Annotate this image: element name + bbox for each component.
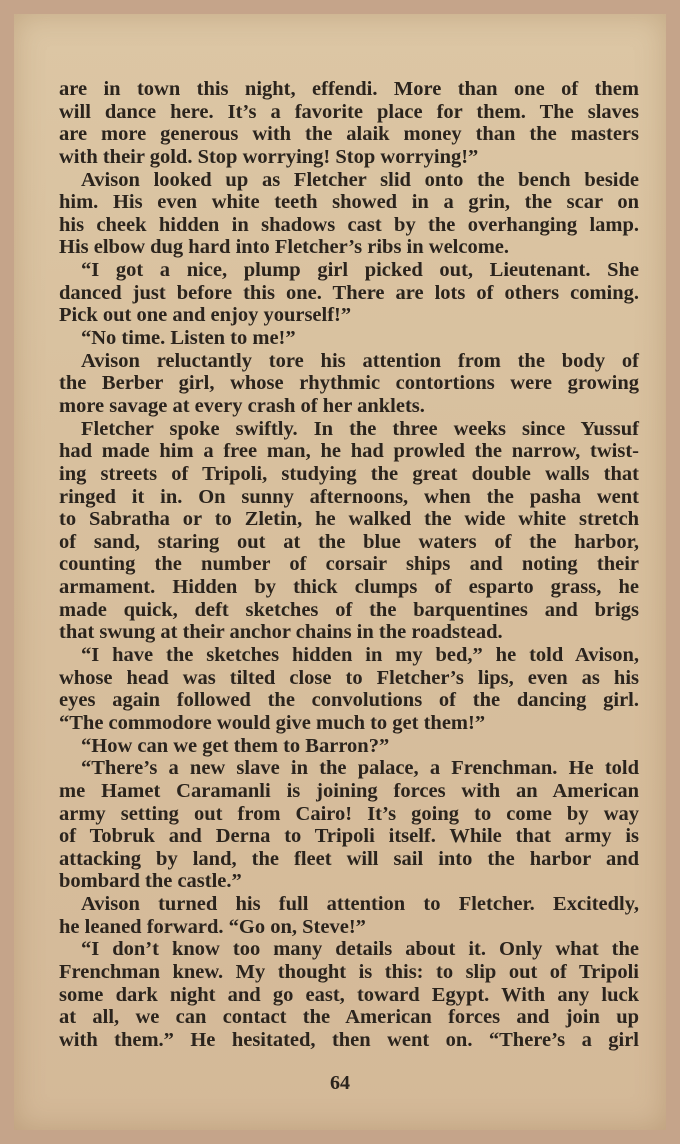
text-line: Avison reluctantly tore his attention from the body of — [81, 349, 639, 372]
text-line: are more generous with the alaik money than the masters — [59, 123, 639, 146]
text-line: him. His even white teeth showed in a grin, the scar on — [59, 191, 639, 214]
text-line: made quick, deft sketches of the barquentines and brigs — [59, 598, 639, 621]
text-line: to Sabratha or to Zletin, he walked the wide white stretch — [59, 508, 639, 531]
page-number: 64 — [330, 1072, 350, 1094]
text-line: some dark night and go east, toward Egypt. With any luck — [59, 983, 639, 1006]
text-line: of Tobruk and Derna to Tripoli itself. While that army is — [59, 825, 639, 848]
text-line: with them.” He hesitated, then went on. “There’s a girl — [59, 1028, 639, 1051]
text-line: ringed it in. On sunny afternoons, when the pasha went — [59, 485, 639, 508]
text-line: “I have the sketches hidden in my bed,” he told Avison, — [81, 644, 639, 667]
text-line: his cheek hidden in shadows cast by the overhanging lamp. — [59, 213, 639, 236]
text-line: counting the number of corsair ships and noting their — [59, 553, 639, 576]
text-line: with their gold. Stop worrying! Stop worrying!” — [59, 145, 479, 168]
book-page — [14, 14, 666, 1130]
text-line: that swung at their anchor chains in the roadstead. — [59, 621, 503, 644]
text-line: His elbow dug hard into Fletcher’s ribs in welcome. — [59, 236, 510, 259]
text-line: danced just before this one. There are lots of others coming. — [59, 281, 639, 304]
text-line: the Berber girl, whose rhythmic contortions were growing — [59, 372, 639, 395]
text-line: bombard the castle.” — [59, 870, 242, 893]
text-line: will dance here. It’s a favorite place for them. The slaves — [59, 100, 639, 123]
text-line: whose head was tilted close to Fletcher’s lips, even as his — [59, 666, 639, 689]
text-line: “There’s a new slave in the palace, a Frenchman. He told — [81, 757, 639, 780]
text-line: ing streets of Tripoli, studying the great double walls that — [59, 462, 639, 485]
body-text — [59, 78, 639, 1052]
text-line: Avison looked up as Fletcher slid onto the bench beside — [81, 168, 639, 191]
text-line: are in town this night, effendi. More than one of them — [59, 78, 639, 100]
text-line: Fletcher spoke swiftly. In the three weeks since Yussuf — [81, 417, 639, 440]
text-line: armament. Hidden by thick clumps of esparto grass, he — [59, 576, 639, 599]
text-line: Pick out one and enjoy yourself!” — [59, 304, 352, 327]
text-line: more savage at every crash of her anklets. — [59, 394, 425, 417]
text-line: had made him a free man, he had prowled the narrow, twist- — [59, 440, 639, 463]
text-line: “I don’t know too many details about it. Only what the — [81, 938, 639, 961]
text-line: army setting out from Cairo! It’s going to come by way — [59, 802, 639, 825]
text-line: of sand, staring out at the blue waters of the harbor, — [59, 530, 639, 553]
text-line: attacking by land, the fleet will sail into the harbor and — [59, 847, 639, 870]
text-line: me Hamet Caramanli is joining forces with an American — [59, 779, 639, 802]
text-line: Avison turned his full attention to Fletcher. Excitedly, — [81, 893, 639, 916]
text-line: “I got a nice, plump girl picked out, Lieutenant. She — [81, 259, 639, 282]
text-line: he leaned forward. “Go on, Steve!” — [59, 915, 366, 938]
text-line: “No time. Listen to me!” — [81, 327, 296, 350]
text-line: “How can we get them to Barron?” — [81, 734, 390, 757]
text-line: Frenchman knew. My thought is this: to slip out of Tripoli — [59, 960, 639, 983]
text-line: “The commodore would give much to get them!” — [59, 711, 486, 734]
text-line: at all, we can contact the American forces and join up — [59, 1006, 639, 1029]
text-line: eyes again followed the convolutions of the dancing girl. — [59, 689, 639, 712]
